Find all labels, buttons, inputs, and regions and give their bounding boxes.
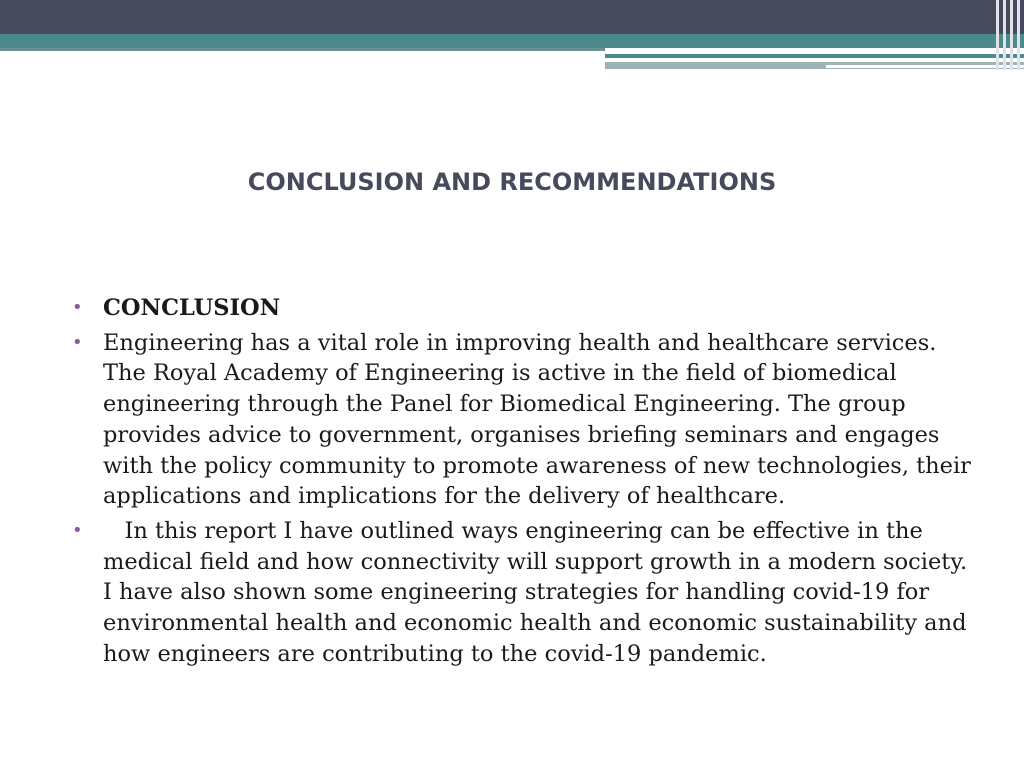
slide-title: CONCLUSION AND RECOMMENDATIONS	[247, 168, 777, 196]
bullet-item-engineering-role	[72, 328, 972, 512]
bullet-list	[72, 293, 972, 669]
bullet-item-conclusion	[72, 293, 972, 324]
bullet-item-report-summary	[72, 516, 972, 670]
bullet-text: CONCLUSION	[103, 295, 281, 321]
bullet-icon: •	[72, 331, 83, 353]
bullet-icon: •	[72, 519, 83, 541]
bullet-icon: •	[72, 297, 83, 318]
bullet-text: Engineering has a vital role in improving health and healthcare services. The Royal Academy of Engineering is active in the field of biomedical engineering through the Panel for Biomedical Engineering. The group provides advice to government, organises briefing seminars and engages with the policy community to promote awareness of new technologies, their applications and implications for the delivery of healthcare.	[103, 329, 971, 510]
header-decoration	[0, 0, 1024, 80]
bullet-indent	[103, 518, 124, 544]
bullet-text: In this report I have outlined ways engineering can be effective in the medical field and how connectivity will support growth in a modern society. I have also shown some engineering strategies for handling covid-19 for environmental health and economic health and economic sustainability and how engineers are contributing to the covid-19 pandemic.	[103, 517, 968, 667]
slide-body	[72, 293, 972, 673]
